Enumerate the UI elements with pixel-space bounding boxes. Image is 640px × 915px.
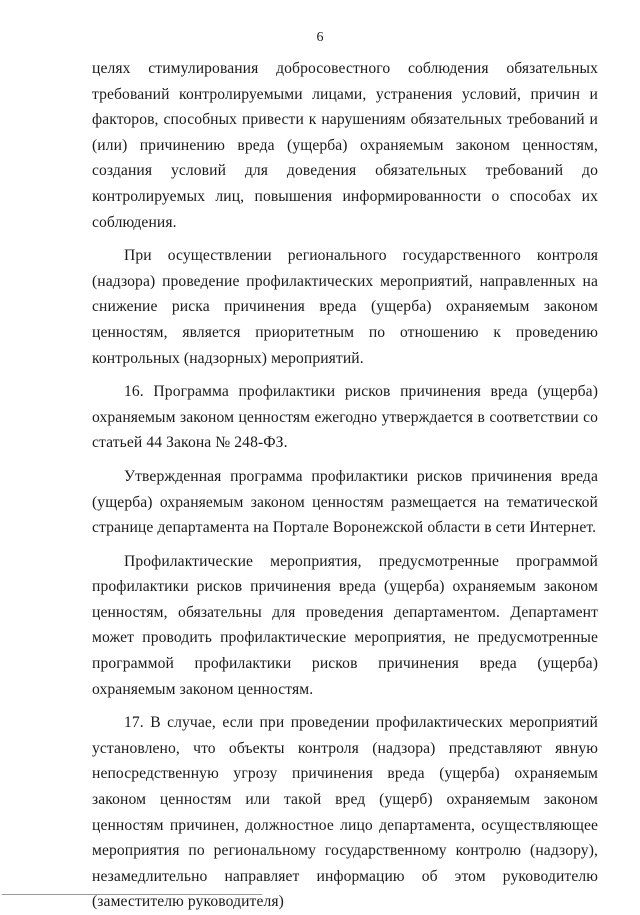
document-body xyxy=(92,56,598,915)
paragraph-program-publication: Утвержденная программа профилактики рисков причинения вреда (ущерба) охраняемым законом ценностям размещается на тематической странице департамента на Портале Воронежской области в сети Интернет. xyxy=(92,467,598,537)
page-number: 6 xyxy=(316,30,324,45)
paragraph-continuation: целях стимулирования добросовестного соблюдения обязательных требований контролируемыми лицами, устранения условий, причин и факторов, способных привести к нарушениям обязательных требований и (или) причинению вреда (ущерба) охраняемым законом ценностям, создания условий для доведения обязательных требований до контролируемых лиц, повышения информированности о способах их соблюдения. xyxy=(92,60,598,231)
paragraph-priority-prevention: При осуществлении регионального государственного контроля (надзора) проведение профилактических мероприятий, направленных на снижение риска причинения вреда (ущерба) охраняемым законом ценностям, является приоритетным по отношению к проведению контрольных (надзорных) мероприятий. xyxy=(92,247,598,367)
footer-divider xyxy=(2,894,262,895)
paragraph-item-17: 17. В случае, если при проведении профилактических мероприятий установлено, что объекты контроля (надзора) представляют явную непосредственную угрозу причинения вреда (ущерба) охраняемым законом ценностям или такой вред (ущерб) охраняемым законом ценностям причинен, должностное лицо департамента, осуществляющее мероприятия по региональному государственному контролю (надзору), незамедлительно направляет информацию об этом руководителю (заместителю руководителя) xyxy=(92,714,598,911)
paragraph-item-16: 16. Программа профилактики рисков причинения вреда (ущерба) охраняемым законом ценностям ежегодно утверждается в соответствии со статьей 44 Закона № 248-ФЗ. xyxy=(92,383,598,452)
paragraph-mandatory-measures: Профилактические мероприятия, предусмотренные программой профилактики рисков причинения вреда (ущерба) охраняемым законом ценностям, обязательны для проведения департаментом. Департамент может проводить профилактические мероприятия, не предусмотренные программой профилактики рисков причинения вреда (ущерба) охраняемым законом ценностям. xyxy=(92,552,598,698)
